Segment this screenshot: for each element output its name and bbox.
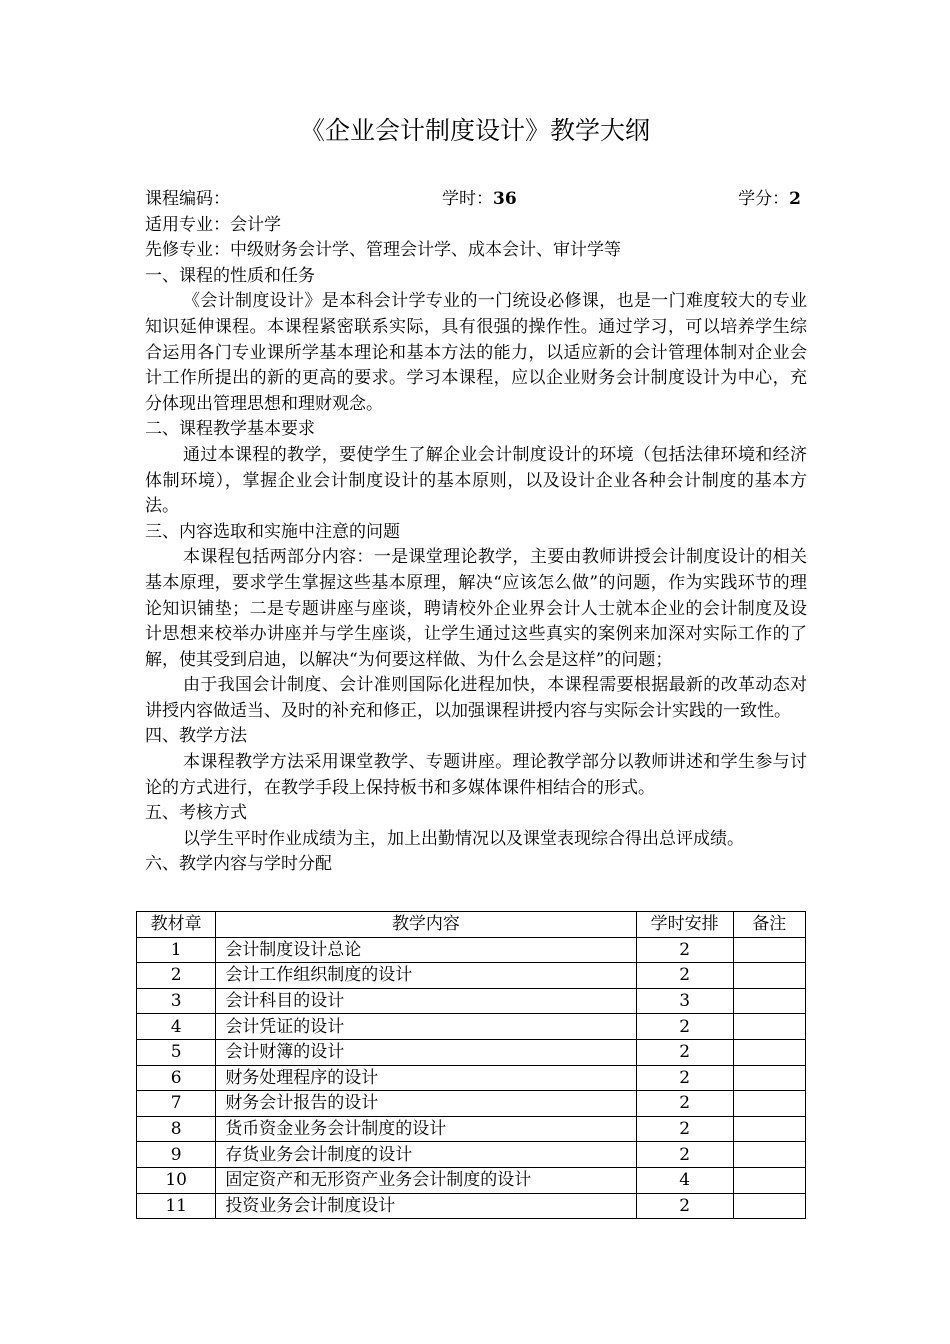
section-4-heading: 四、教学方法 — [145, 726, 247, 747]
chapter-cell: 9 — [137, 1142, 216, 1168]
chapter-cell: 2 — [137, 963, 216, 989]
table-row — [137, 1091, 806, 1117]
content-cell: 财务会计报告的设计 — [216, 1091, 636, 1117]
note-cell — [733, 1091, 805, 1117]
hours-cell: 2 — [636, 1091, 733, 1117]
hours-cell: 2 — [636, 1014, 733, 1040]
course-hours-value: 36 — [493, 189, 517, 209]
hours-cell: 2 — [636, 1116, 733, 1142]
content-cell: 会计财簿的设计 — [216, 1039, 636, 1065]
header-hours: 学时安排 — [636, 912, 733, 938]
note-cell — [733, 1039, 805, 1065]
table-row — [137, 1142, 806, 1168]
table-row — [137, 1065, 806, 1091]
section-1-paragraph: 《会计制度设计》是本科会计学专业的一门统设必修课，也是一门难度较大的专业知识延伸课程。本课程紧密联系实际，具有很强的操作性。通过学习，可以培养学生综合运用各门专业课所学基本理论和基本方法的能力，以适应新的会计管理体制对企业会计工作所提出的新的更高的要求。学习本课程，应以企业财务会计制度设计为中心，充分体现出管理思想和理财观念。 — [145, 291, 807, 414]
course-hours — [442, 187, 517, 213]
chapter-cell: 6 — [137, 1065, 216, 1091]
section-6-heading: 六、教学内容与学时分配 — [145, 854, 332, 875]
header-content: 教学内容 — [216, 912, 636, 938]
note-cell — [733, 1167, 805, 1193]
header-chapter: 教材章 — [137, 912, 216, 938]
course-credit-label: 学分： — [738, 189, 790, 209]
chapter-cell: 3 — [137, 988, 216, 1014]
chapter-cell: 7 — [137, 1091, 216, 1117]
table-row — [137, 1014, 806, 1040]
hours-cell: 2 — [636, 1193, 733, 1219]
section-3-heading: 三、内容选取和实施中注意的问题 — [145, 521, 400, 542]
chapter-cell: 10 — [137, 1167, 216, 1193]
note-cell — [733, 963, 805, 989]
hours-cell: 2 — [636, 1065, 733, 1091]
hours-cell: 3 — [636, 988, 733, 1014]
applicable-major: 适用专业：会计学 — [145, 214, 281, 235]
document-title: 《企业会计制度设计》教学大纲 — [299, 116, 650, 145]
section-5-paragraph: 以学生平时作业成绩为主，加上出勤情况以及课堂表现综合得出总评成绩。 — [183, 828, 744, 849]
note-cell — [733, 1116, 805, 1142]
content-cell: 会计凭证的设计 — [216, 1014, 636, 1040]
content-cell: 会计制度设计总论 — [216, 937, 636, 963]
section-2-paragraph: 通过本课程的教学，要使学生了解企业会计制度设计的环境（包括法律环境和经济体制环境），掌握企业会计制度设计的基本原则，以及设计企业各种会计制度的基本方法。 — [145, 444, 807, 517]
section-5-heading: 五、考核方式 — [145, 803, 247, 824]
table-row — [137, 937, 806, 963]
table-row — [137, 988, 806, 1014]
note-cell — [733, 1014, 805, 1040]
note-cell — [733, 1065, 805, 1091]
note-cell — [733, 937, 805, 963]
course-credit-value: 2 — [789, 189, 801, 209]
section-2-heading: 二、课程教学基本要求 — [145, 419, 315, 440]
note-cell — [733, 1142, 805, 1168]
section-1-heading: 一、课程的性质和任务 — [145, 265, 315, 286]
section-3-paragraph-1: 本课程包括两部分内容：一是课堂理论教学，主要由教师讲授会计制度设计的相关基本原理，要求学生掌握这些基本原理，解决“应该怎么做”的问题，作为实践环节的理论知识铺垫；二是专题讲座与座谈，聘请校外企业界会计人士就本企业的会计制度及设计思想来校举办讲座并与学生座谈，让学生通过这些真实的案例来加深对实际工作的了解，使其受到启迪，以解决“为何要这样做、为什么会是这样”的问题； — [145, 547, 807, 670]
content-cell: 会计工作组织制度的设计 — [216, 963, 636, 989]
hours-cell: 2 — [636, 1142, 733, 1168]
table-row — [137, 1167, 806, 1193]
hours-cell: 2 — [636, 1039, 733, 1065]
chapter-cell: 5 — [137, 1039, 216, 1065]
hours-cell: 4 — [636, 1167, 733, 1193]
document-body — [145, 187, 807, 878]
hours-cell: 2 — [636, 937, 733, 963]
table-row — [137, 1193, 806, 1219]
table-row — [137, 1116, 806, 1142]
header-notes: 备注 — [733, 912, 805, 938]
content-cell: 固定资产和无形资产业务会计制度的设计 — [216, 1167, 636, 1193]
chapter-cell: 11 — [137, 1193, 216, 1219]
note-cell — [733, 1193, 805, 1219]
course-credit — [738, 187, 801, 213]
content-cell: 投资业务会计制度设计 — [216, 1193, 636, 1219]
content-cell: 存货业务会计制度的设计 — [216, 1142, 636, 1168]
schedule-table — [136, 911, 806, 1219]
course-meta-row — [145, 187, 807, 213]
content-cell: 会计科目的设计 — [216, 988, 636, 1014]
note-cell — [733, 988, 805, 1014]
table-row — [137, 963, 806, 989]
chapter-cell: 4 — [137, 1014, 216, 1040]
course-hours-label: 学时： — [442, 189, 493, 209]
section-3-paragraph-2: 由于我国会计制度、会计准则国际化进程加快，本课程需要根据最新的改革动态对讲授内容做适当、及时的补充和修正，以加强课程讲授内容与实际会计实践的一致性。 — [145, 675, 807, 721]
course-code-label: 课程编码： — [145, 189, 230, 209]
content-cell: 货币资金业务会计制度的设计 — [216, 1116, 636, 1142]
section-4-paragraph: 本课程教学方法采用课堂教学、专题讲座。理论教学部分以教师讲述和学生参与讨论的方式进行，在教学手段上保持板书和多媒体课件相结合的形式。 — [145, 752, 807, 798]
prerequisite-courses: 先修专业：中级财务会计学、管理会计学、成本会计、审计学等 — [145, 240, 621, 261]
chapter-cell: 8 — [137, 1116, 216, 1142]
hours-cell: 2 — [636, 963, 733, 989]
table-header-row — [137, 912, 806, 938]
content-cell: 财务处理程序的设计 — [216, 1065, 636, 1091]
table-row — [137, 1039, 806, 1065]
chapter-cell: 1 — [137, 937, 216, 963]
